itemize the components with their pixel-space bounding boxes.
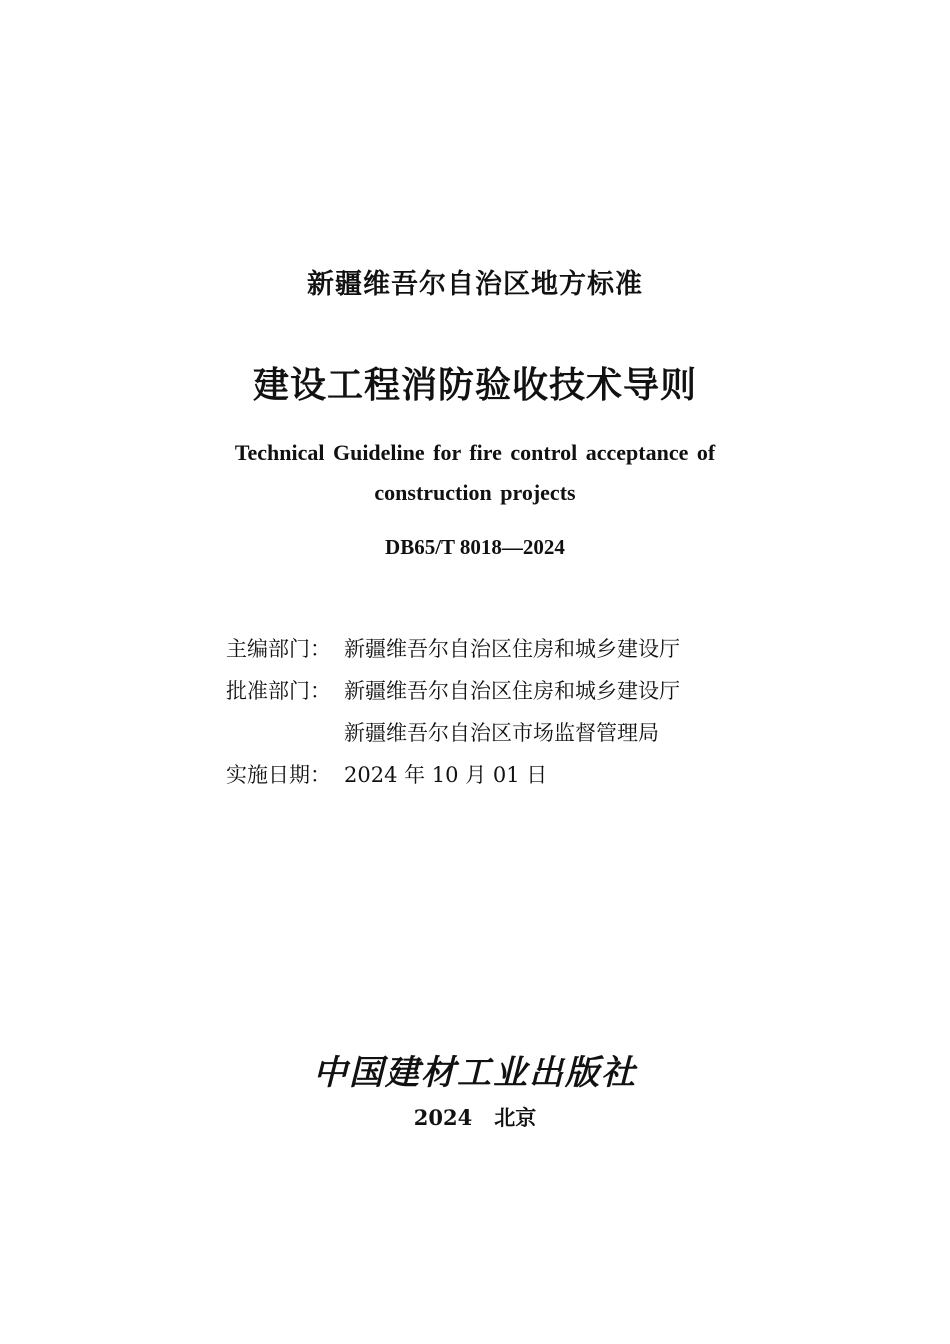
standard-series: 新疆维吾尔自治区地方标准 <box>307 269 643 300</box>
imprint-city: 北京 <box>494 1105 537 1130</box>
approver-value-1: 新疆维吾尔自治区住房和城乡建设厅 <box>344 679 680 703</box>
english-title-line-2: construction projects <box>374 480 576 505</box>
standard-code: DB65/T 8018—2024 <box>385 535 565 559</box>
date-value: 2024 年 10 月 01 日 <box>344 763 548 787</box>
approver-row <box>226 670 680 712</box>
approver-label: 批准部门： <box>226 679 331 703</box>
approver-value-2: 新疆维吾尔自治区市场监督管理局 <box>344 721 659 745</box>
publisher-logo: 中国建材工业出版社 <box>313 1053 637 1093</box>
approver-row-2 <box>226 712 680 754</box>
date-row <box>226 754 680 796</box>
document-title: 建设工程消防验收技术导则 <box>252 364 697 406</box>
editor-label: 主编部门： <box>226 637 331 661</box>
info-table <box>226 628 680 796</box>
editor-row <box>226 628 680 670</box>
imprint <box>0 1102 950 1132</box>
editor-value: 新疆维吾尔自治区住房和城乡建设厅 <box>344 637 680 661</box>
date-label: 实施日期： <box>226 763 331 787</box>
english-title-line-1: Technical Guideline for fire control acceptance of <box>234 440 716 465</box>
imprint-year: 2024 <box>413 1105 473 1130</box>
english-title <box>0 433 950 513</box>
